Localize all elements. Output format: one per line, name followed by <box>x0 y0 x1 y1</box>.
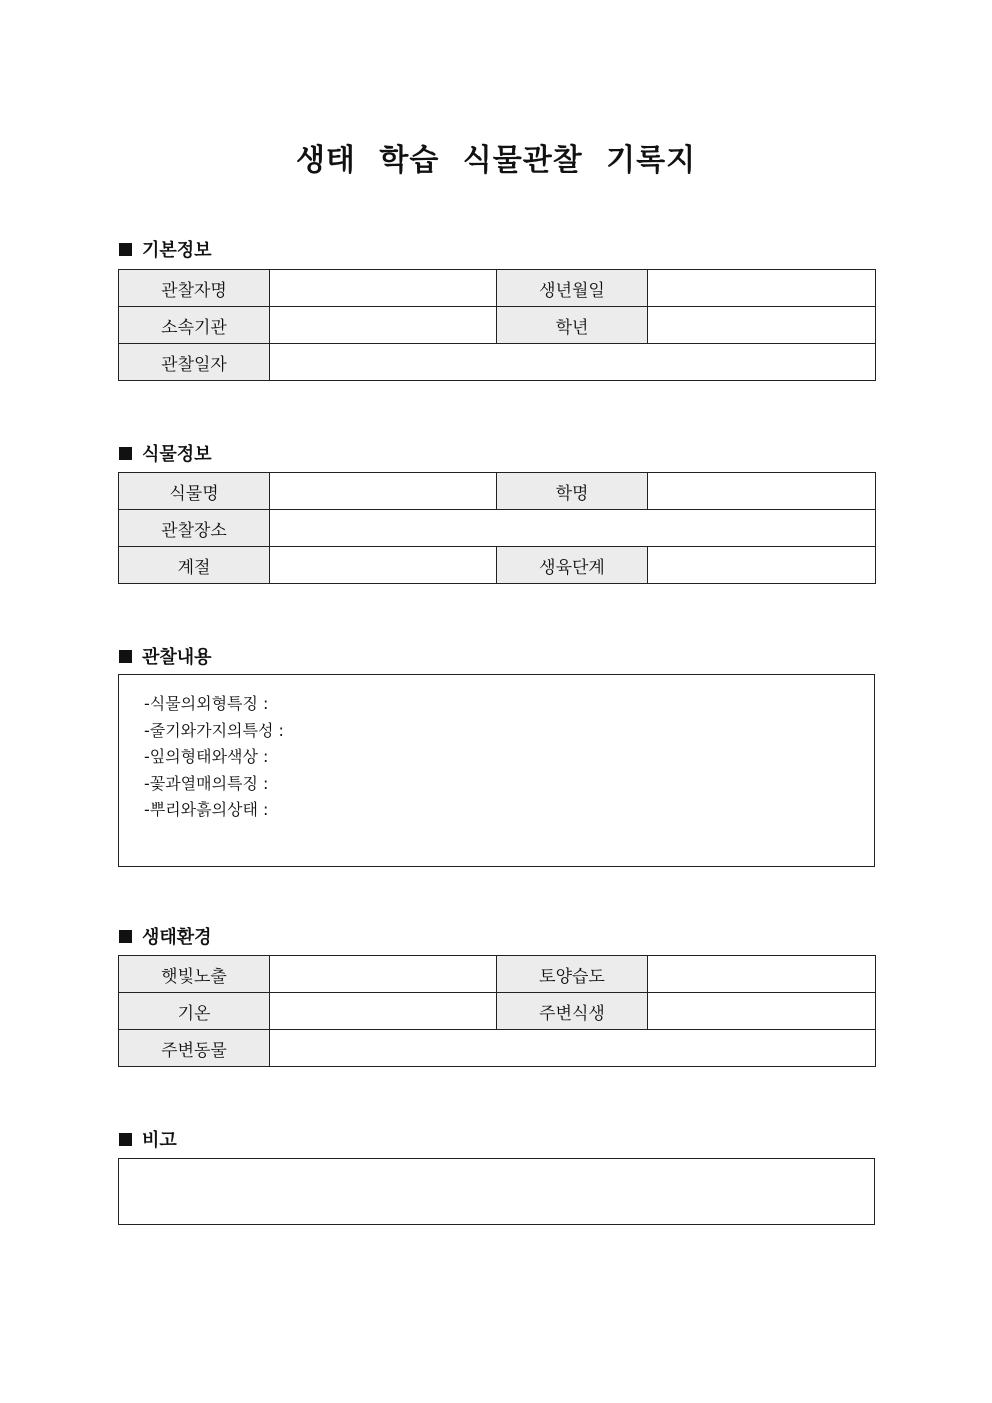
observation-list <box>119 675 874 824</box>
scientific-name-label: 학명 <box>497 473 648 510</box>
scientific-name-field[interactable] <box>648 473 876 510</box>
observation-item-flower: -꽃과열매의특징 : <box>144 773 269 793</box>
square-bullet-icon <box>119 447 132 460</box>
location-label: 관찰장소 <box>119 510 270 547</box>
section-heading-basic <box>119 236 212 262</box>
section-heading-label: 식물정보 <box>142 444 212 465</box>
season-label: 계절 <box>119 547 270 584</box>
nearby-animals-field[interactable] <box>270 1030 876 1067</box>
growth-stage-field[interactable] <box>648 547 876 584</box>
observation-item-appearance: -식물의외형특징 : <box>144 694 269 713</box>
sunlight-field[interactable] <box>270 956 497 993</box>
affiliation-field[interactable] <box>270 307 497 344</box>
temperature-label: 기온 <box>119 993 270 1030</box>
observer-name-field[interactable] <box>270 270 497 307</box>
environment-table <box>118 955 876 1067</box>
plant-name-label: 식물명 <box>119 473 270 510</box>
section-heading-label: 비고 <box>142 1130 177 1151</box>
observation-date-field[interactable] <box>270 344 876 381</box>
observation-item-stem: -줄기와가지의특성 : <box>144 720 284 740</box>
affiliation-label: 소속기관 <box>119 307 270 344</box>
nearby-plants-field[interactable] <box>648 993 876 1030</box>
remarks-box[interactable] <box>118 1158 875 1225</box>
birthdate-label: 생년월일 <box>497 270 648 307</box>
grade-field[interactable] <box>648 307 876 344</box>
basic-info-table <box>118 269 876 381</box>
location-field[interactable] <box>270 510 876 547</box>
observation-date-label: 관찰일자 <box>119 344 270 381</box>
section-heading-plant <box>119 440 212 466</box>
temperature-field[interactable] <box>270 993 497 1030</box>
square-bullet-icon <box>119 1133 132 1146</box>
section-heading-remarks <box>119 1126 177 1152</box>
plant-name-field[interactable] <box>270 473 497 510</box>
section-heading-environment <box>119 923 212 949</box>
section-heading-observation <box>119 643 212 669</box>
observation-item-root: -뿌리와흙의상태 : <box>144 800 269 819</box>
nearby-plants-label: 주변식생 <box>497 993 648 1030</box>
observer-name-label: 관찰자명 <box>119 270 270 307</box>
plant-info-table <box>118 472 876 584</box>
square-bullet-icon <box>119 650 132 663</box>
page-title: 생태 학습 식물관찰 기록지 <box>295 143 697 178</box>
section-heading-label: 관찰내용 <box>142 647 212 668</box>
square-bullet-icon <box>119 930 132 943</box>
observation-box[interactable] <box>118 674 875 867</box>
observation-item-leaf: -잎의형태와색상 : <box>144 747 269 766</box>
grade-label: 학년 <box>497 307 648 344</box>
soil-moisture-label: 토양습도 <box>497 956 648 993</box>
birthdate-field[interactable] <box>648 270 876 307</box>
season-field[interactable] <box>270 547 497 584</box>
growth-stage-label: 생육단계 <box>497 547 648 584</box>
sunlight-label: 햇빛노출 <box>119 956 270 993</box>
nearby-animals-label: 주변동물 <box>119 1030 270 1067</box>
section-heading-label: 기본정보 <box>142 240 212 261</box>
section-heading-label: 생태환경 <box>142 927 212 948</box>
soil-moisture-field[interactable] <box>648 956 876 993</box>
square-bullet-icon <box>119 243 132 256</box>
